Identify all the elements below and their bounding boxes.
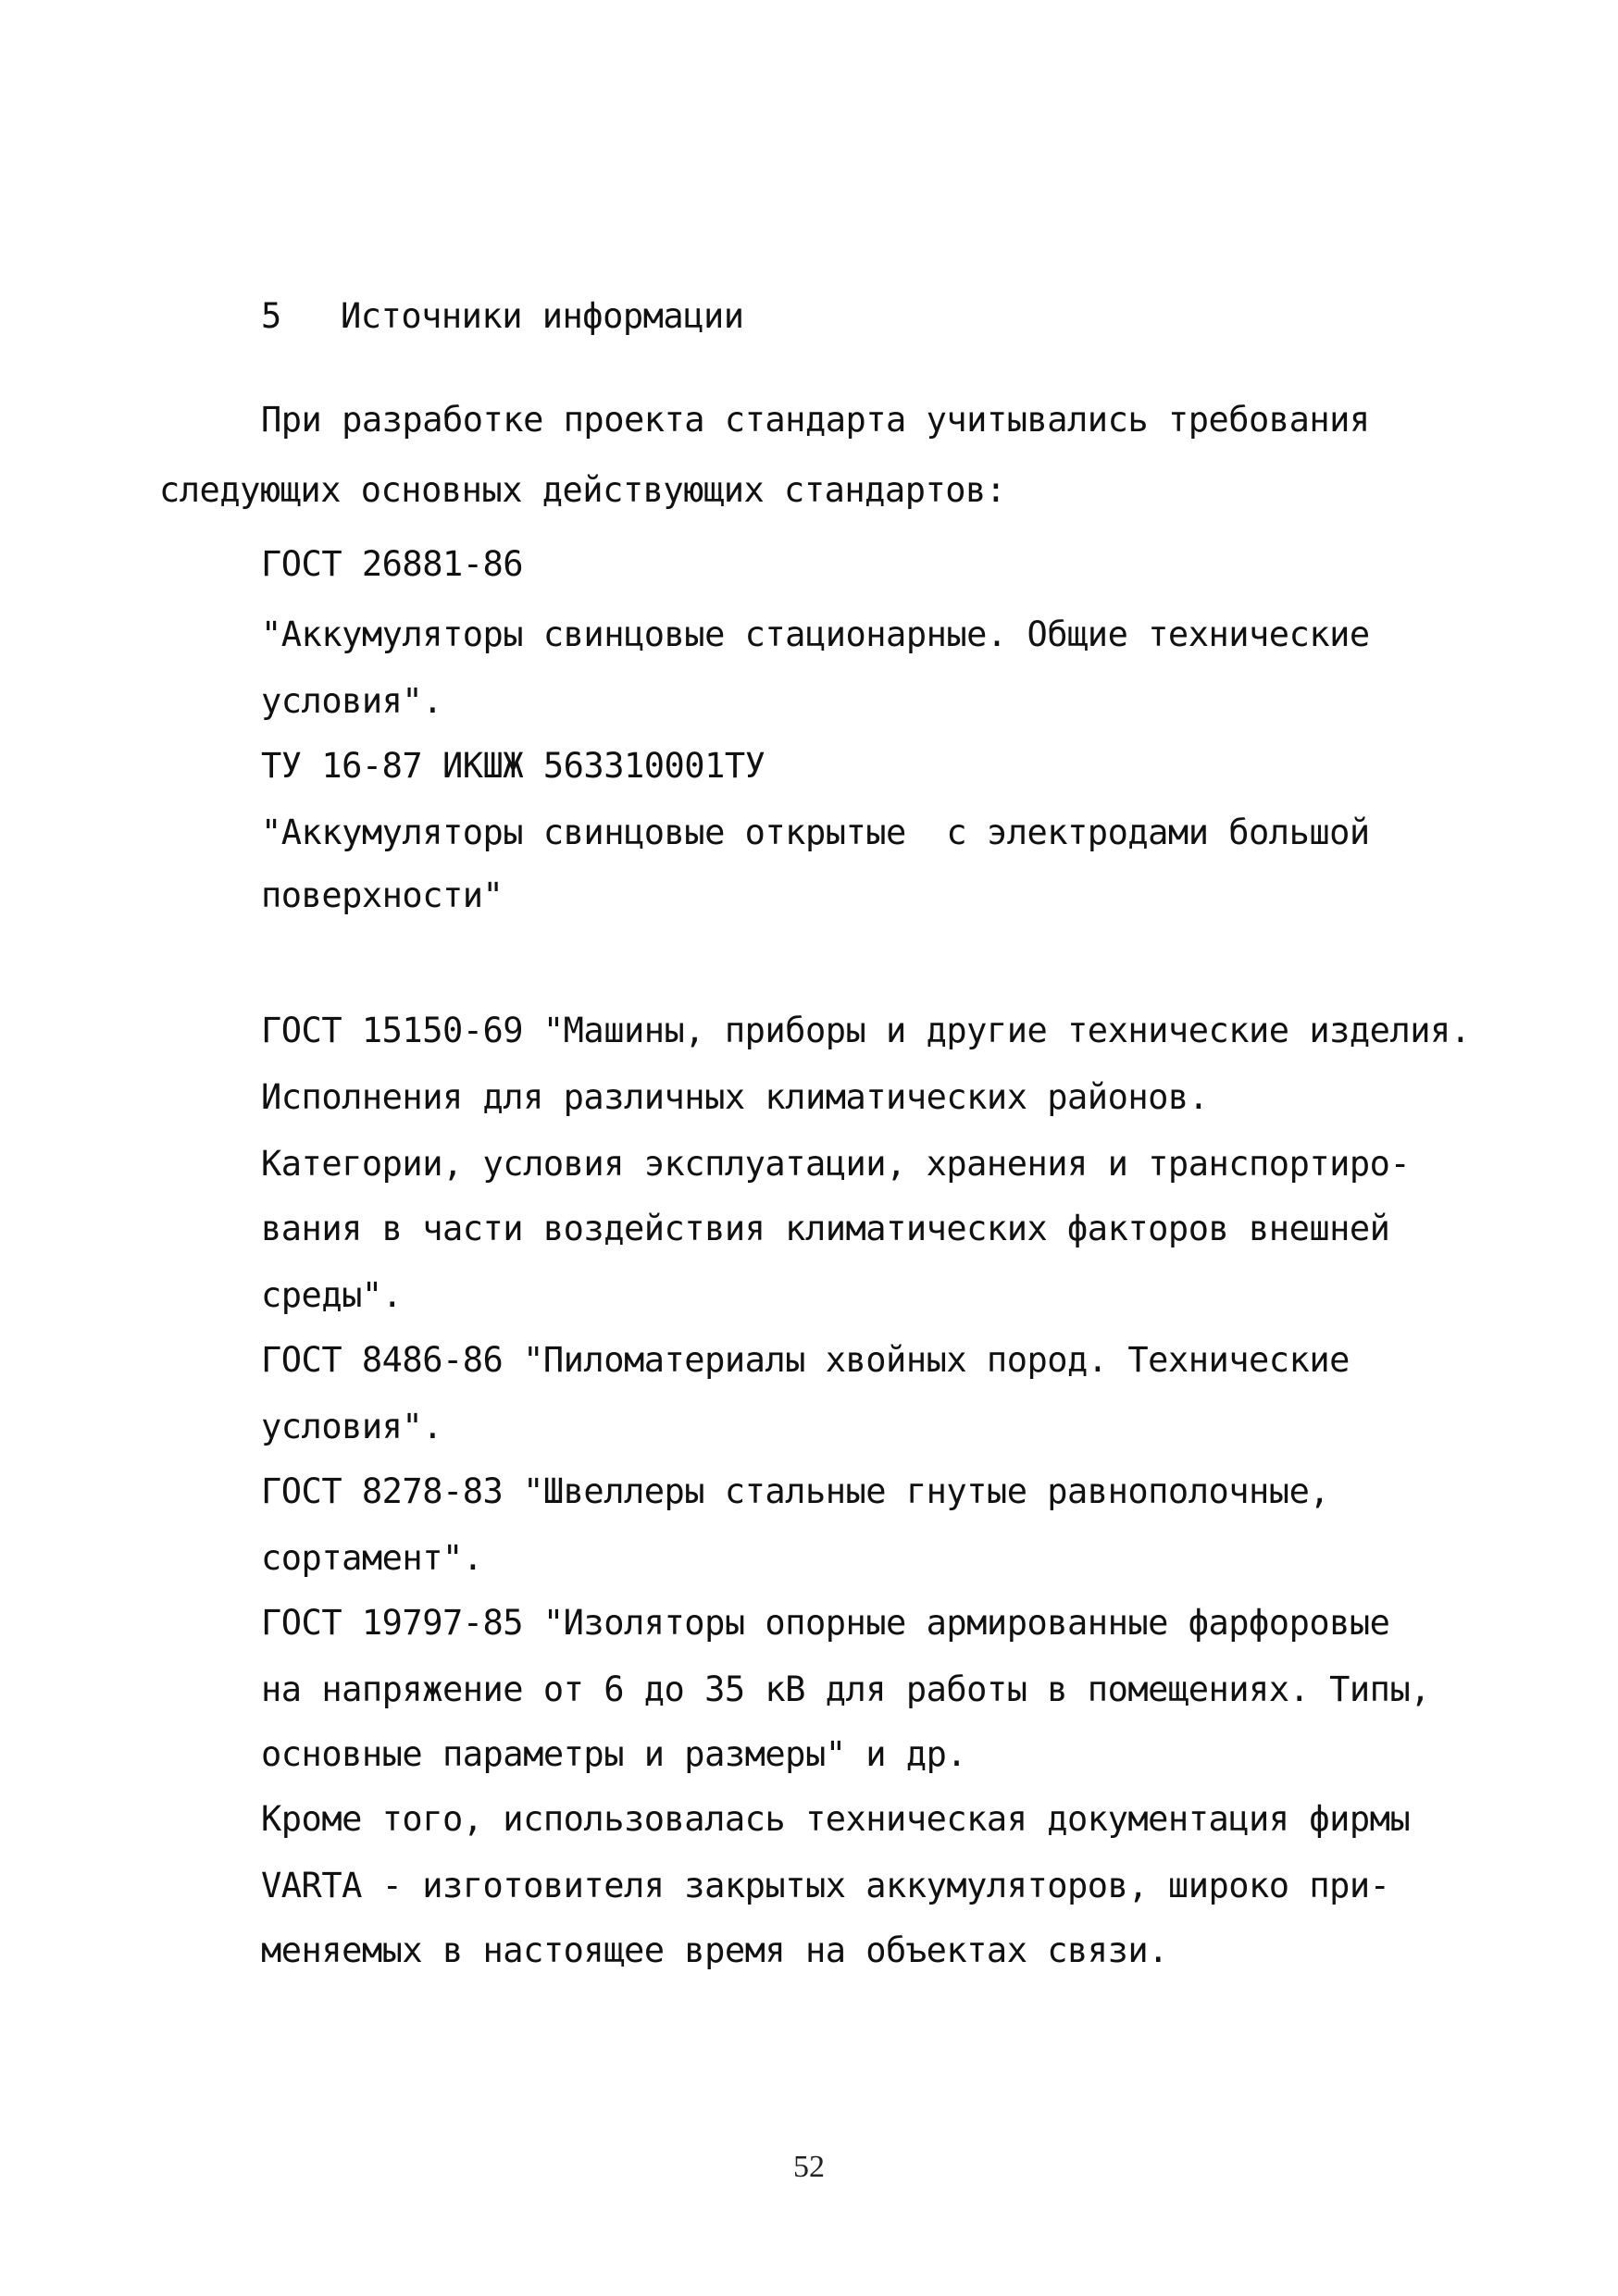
gost-8486-line-1: ГОСТ 8486-86 "Пиломатериалы хвойных пород. Технические: [261, 1340, 1350, 1380]
intro-line-1: При разработке проекта стандарта учитывались требования: [261, 400, 1370, 440]
gost-19797-line-2: на напряжение от 6 до 35 кВ для работы в помещениях. Типы,: [261, 1669, 1431, 1709]
gost-15150-line-5: среды".: [261, 1275, 403, 1315]
gost-19797-line-1: ГОСТ 19797-85 "Изоляторы опорные армированные фарфоровые: [261, 1603, 1390, 1643]
section-number: 5: [261, 296, 282, 336]
gost-8278-line-1: ГОСТ 8278-83 "Швеллеры стальные гнутые равнополочные,: [261, 1471, 1330, 1511]
section-title: Источники информации: [341, 296, 744, 336]
gost-26881-title-line-2: условия".: [261, 681, 442, 721]
tu-16-87-title-line-1: "Аккумуляторы свинцовые открытые с электродами большой: [261, 813, 1370, 852]
closing-line-1: Кроме того, использовалась техническая документация фирмы: [261, 1799, 1411, 1839]
gost-8486-line-2: условия".: [261, 1407, 442, 1446]
closing-line-2: VARTA - изготовителя закрытых аккумуляторов, широко при-: [261, 1866, 1390, 1905]
tu-16-87-code: ТУ 16-87 ИКШЖ 563310001ТУ: [261, 746, 765, 786]
gost-15150-line-4: вания в части воздействия климатических факторов внешней: [261, 1209, 1390, 1248]
intro-line-2: следующих основных действующих стандартов:: [159, 470, 1006, 510]
gost-26881-title-line-1: "Аккумуляторы свинцовые стационарные. Общие технические: [261, 614, 1370, 654]
gost-19797-line-3: основные параметры и размеры" и др.: [261, 1734, 967, 1774]
gost-15150-line-1: ГОСТ 15150-69 "Машины, приборы и другие технические изделия.: [261, 1011, 1471, 1050]
gost-15150-line-3: Категории, условия эксплуатации, хранения и транспортиро-: [261, 1144, 1411, 1184]
tu-16-87-title-line-2: поверхности": [261, 875, 504, 915]
gost-26881-code: ГОСТ 26881-86: [261, 544, 524, 584]
page-number: 52: [793, 2150, 825, 2184]
gost-8278-line-2: сортамент".: [261, 1538, 483, 1578]
gost-15150-line-2: Исполнения для различных климатических районов.: [261, 1077, 1209, 1117]
closing-line-3: меняемых в настоящее время на объектах связи.: [261, 1930, 1168, 1970]
